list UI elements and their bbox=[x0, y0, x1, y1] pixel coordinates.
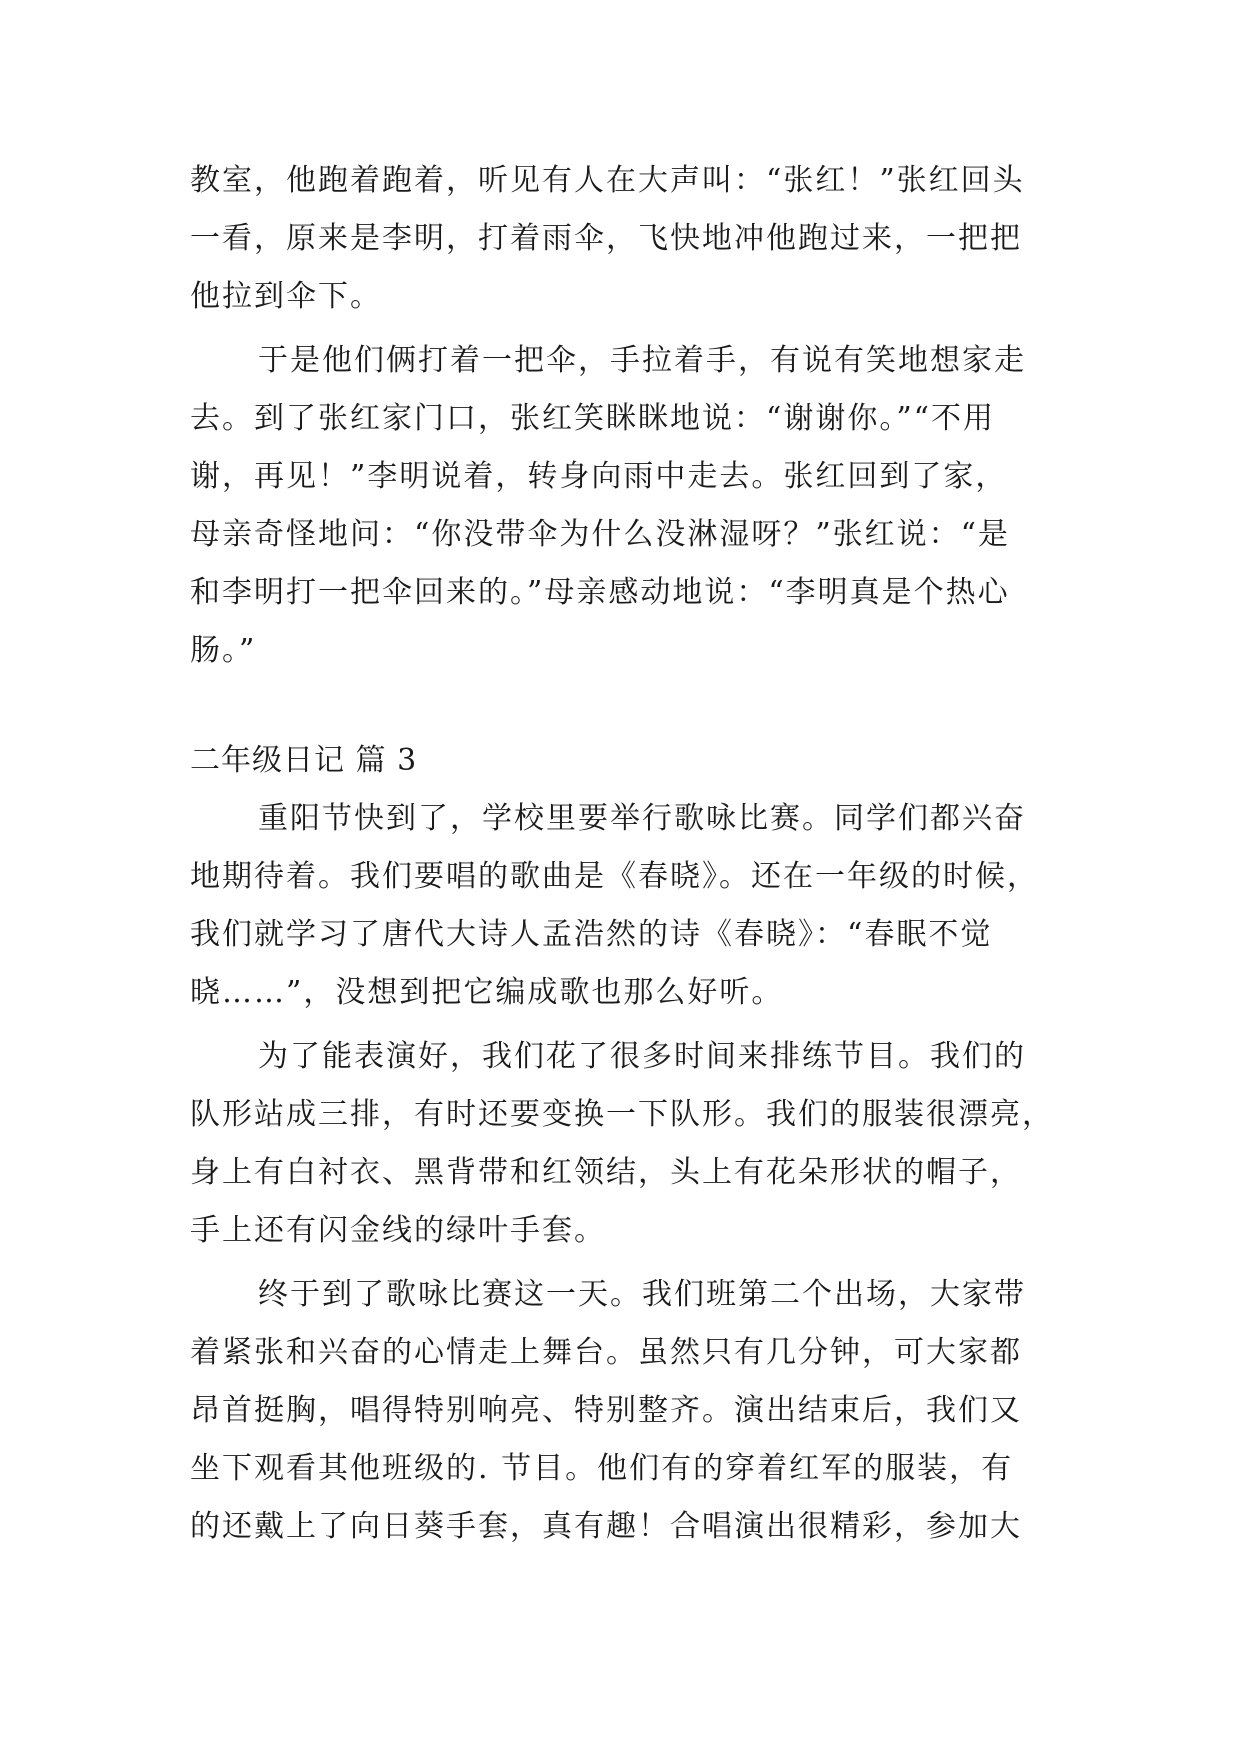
paragraph-1 bbox=[190, 152, 1050, 326]
text-line: 他拉到伞下。 bbox=[190, 279, 382, 314]
text-line: 队形站成三排，有时还要变换一下队形。我们的服装很漂亮， bbox=[190, 1097, 1054, 1132]
text-line: 教室，他跑着跑着，听见有人在大声叫：“张红！”张红回头 bbox=[190, 163, 1025, 198]
text-line: 着紧张和兴奋的心情走上舞台。虽然只有几分钟，可大家都 bbox=[190, 1335, 1022, 1370]
text-line: 晓……”，没想到把它编成歌也那么好听。 bbox=[190, 975, 784, 1010]
paragraph-4 bbox=[190, 1028, 1054, 1260]
text-line: 和李明打一把伞回来的。”母亲感动地说：“李明真是个热心 bbox=[190, 575, 1010, 610]
paragraph-5 bbox=[190, 1266, 1050, 1556]
text-line: 于是他们俩打着一把伞，手拉着手，有说有笑地想家走 bbox=[258, 343, 1026, 378]
text-line: 身上有白衬衣、黑背带和红领结，头上有花朵形状的帽子， bbox=[190, 1155, 1022, 1190]
text-line: 为了能表演好，我们花了很多时间来排练节目。我们的 bbox=[258, 1039, 1026, 1074]
text-line: 地期待着。我们要唱的歌曲是《春晓》。还在一年级的时候， bbox=[190, 859, 1039, 894]
text-line: 重阳节快到了，学校里要举行歌咏比赛。同学们都兴奋 bbox=[258, 801, 1026, 836]
text-line: 一看，原来是李明，打着雨伞，飞快地冲他跑过来，一把把 bbox=[190, 221, 1022, 256]
document-body bbox=[190, 152, 1054, 1556]
section-heading: 二年级日记 篇 3 bbox=[190, 743, 418, 778]
text-line: 的还戴上了向日葵手套，真有趣！合唱演出很精彩，参加大 bbox=[190, 1509, 1022, 1544]
paragraph-3 bbox=[190, 790, 1050, 1022]
text-line: 终于到了歌咏比赛这一天。我们班第二个出场，大家带 bbox=[258, 1277, 1026, 1312]
text-line: 谢，再见！”李明说着，转身向雨中走去。张红回到了家， bbox=[190, 459, 1008, 494]
paragraph-2 bbox=[190, 332, 1050, 680]
text-line: 昂首挺胸，唱得特别响亮、特别整齐。演出结束后，我们又 bbox=[190, 1393, 1022, 1428]
text-line: 手上还有闪金线的绿叶手套。 bbox=[190, 1213, 606, 1248]
text-line: 去。到了张红家门口，张红笑眯眯地说：“谢谢你。”“不用 bbox=[190, 401, 996, 436]
text-line: 我们就学习了唐代大诗人孟浩然的诗《春晓》：“春眠不觉 bbox=[190, 917, 993, 952]
text-line: 坐下观看其他班级的. 节目。他们有的穿着红军的服装，有 bbox=[190, 1451, 1014, 1486]
text-line: 母亲奇怪地问：“你没带伞为什么没淋湿呀？”张红说：“是 bbox=[190, 517, 1011, 552]
text-line: 肠。” bbox=[190, 633, 257, 668]
